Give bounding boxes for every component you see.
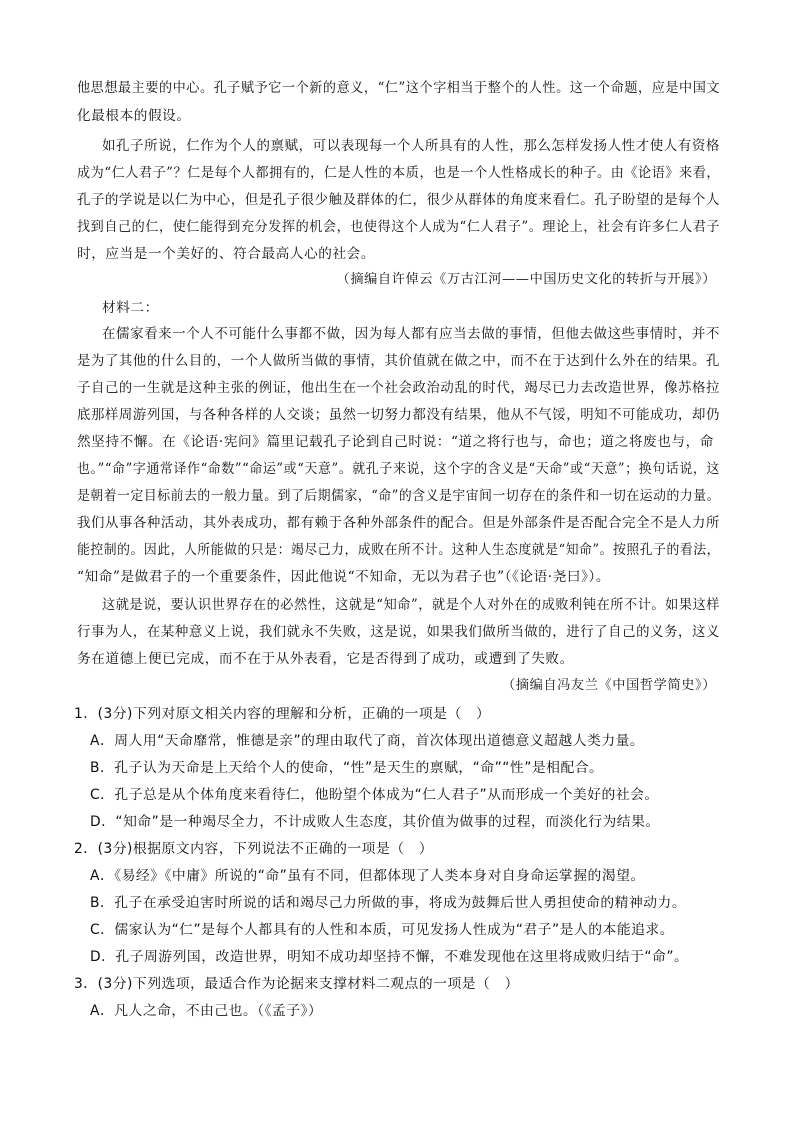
material-label: 材料二：	[102, 300, 159, 316]
passage-line: 如孔子所说，仁作为个人的禀赋，可以表现每一个人所具有的人性，那么怎样发扬人性才使人有资格	[102, 138, 720, 154]
passage-line: 孔子的学说是以仁为中心，但是孔子很少触及群体的仁，很少从群体的角度来看仁。孔子盼望的是每个人	[77, 192, 720, 208]
passage-line: 在儒家看来一个人不可能什么事都不做，因为每人都有应当去做的事情，但他去做这些事情时，并不	[102, 326, 720, 342]
passage-line: 是朝着一定目标前去的一般力量。到了后期儒家，“命”的含义是宇宙间一切存在的条件和一切在运动的力量。	[77, 488, 720, 504]
question-option: C．儒家认为“仁”是每个人都具有的人性和本质，可见发扬人性成为“君子”是人的本能追求。	[90, 922, 675, 938]
passage-line: 是为了其他的什么目的，一个人做所当做的事情，其价值就在做之中，而不在于达到什么外在的结果。孔	[77, 353, 720, 369]
passage-line: 子自己的一生就是这种主张的例证，他出生在一个社会政治动乱的时代，竭尽已力去改造世界，像苏格拉	[77, 380, 720, 396]
passage-line: 然坚持不懈。在《论语·宪问》篇里记载孔子论到自己时说：“道之将行也与，命也；道之将废也与，命	[77, 434, 714, 450]
passage-line: 成为“仁人君子”？仁是每个人都拥有的，仁是人性的本质，也是一个人性格成长的种子。由《论语》来看，	[77, 165, 721, 181]
question-option: B．孔子在承受迫害时所说的话和竭尽己力所做的事，将成为鼓舞后世人勇担使命的精神动力。	[90, 895, 687, 911]
question-option: D．“知命”是一种竭尽全力，不计成败人生态度，其价值为做事的过程，而淡化行为结果。	[90, 814, 660, 830]
passage-line: 行事为人，在某种意义上说，我们就永不失败，这是说，如果我们做所当做的，进行了自己的义务，这义	[77, 624, 720, 640]
question-stem: 1．(3分)下列对原文相关内容的理解和分析，正确的一项是（ ）	[74, 706, 491, 722]
question-option: A．《易经》《中庸》所说的“命”虽有不同，但都体现了人类本身对自身命运掌握的渴望。	[90, 868, 645, 884]
passage-line: 找到自己的仁，使仁能得到充分发挥的机会，也使得这个人成为“仁人君子”。理论上，社会有许多仁人君子	[77, 219, 721, 235]
passage-line: 务在道德上便已完成，而不在于从外表看，它是否得到了成功，或遭到了失败。	[77, 651, 574, 667]
passage-line: 也。”“命”字通常译作“命数”“命运”或“天意”。就孔子来说，这个字的含义是“天命”或“天意”；换句话说，这	[77, 461, 720, 477]
question-stem: 2．(3分)根据原文内容，下列说法不正确的一项是（ ）	[74, 841, 434, 857]
source-citation: （摘编自冯友兰《中国哲学简史》）	[502, 678, 716, 693]
passage-line: 这就是说，要认识世界存在的必然性，这就是“知命”，就是个人对外在的成败利钝在所不计。如果这样	[102, 597, 721, 613]
passage-line: 我们从事各种活动，其外表成功，都有赖于各种外部条件的配合。但是外部条件是否配合完全不是人力所	[77, 515, 720, 531]
passage-line: 时，应当是一个美好的、符合最高人心的社会。	[77, 246, 376, 262]
passage-line: 能控制的。因此，人所能做的只是：竭尽己力，成败在所不计。这种人生态度就是“知命”。按照孔子的看法，	[77, 542, 720, 558]
question-option: A．凡人之命，不由己也。（《孟子》）	[90, 1003, 323, 1019]
question-option: D．孔子周游列国，改造世界，明知不成功却坚持不懈，不难发现他在这里将成败归结于“命”。	[90, 949, 689, 965]
question-stem: 3．(3分)下列选项，最适合作为论据来支撑材料二观点的一项是（ ）	[74, 976, 519, 992]
question-option: B．孔子认为天命是上天给个人的使命，“性”是天生的禀赋，“命”“性”是相配合。	[90, 760, 604, 776]
question-option: C．孔子总是从个体角度来看待仁，他盼望个体成为“仁人君子”从而形成一个美好的社会。	[90, 787, 659, 803]
passage-line: “知命”是做君子的一个重要条件，因此他说“不知命，无以为君子也”（《论语·尧曰》）。	[77, 569, 611, 585]
source-citation: （摘编自许倬云《万古江河——中国历史文化的转折与开展》）	[336, 272, 716, 287]
question-option: A．周人用“天命靡常，惟德是亲”的理由取代了商，首次体现出道德意义超越人类力量。	[90, 733, 645, 749]
passage-line: 底那样周游列国，与各种各样的人交谈；虽然一切努力都没有结果，他从不气馁，明知不可能成功，却仍	[77, 407, 720, 423]
passage-line: 他思想最主要的中心。孔子赋予它一个新的意义，“仁”这个字相当于整个的人性。这一个命题，应是中国文	[77, 80, 721, 96]
passage-line: 化最根本的假设。	[77, 108, 191, 124]
